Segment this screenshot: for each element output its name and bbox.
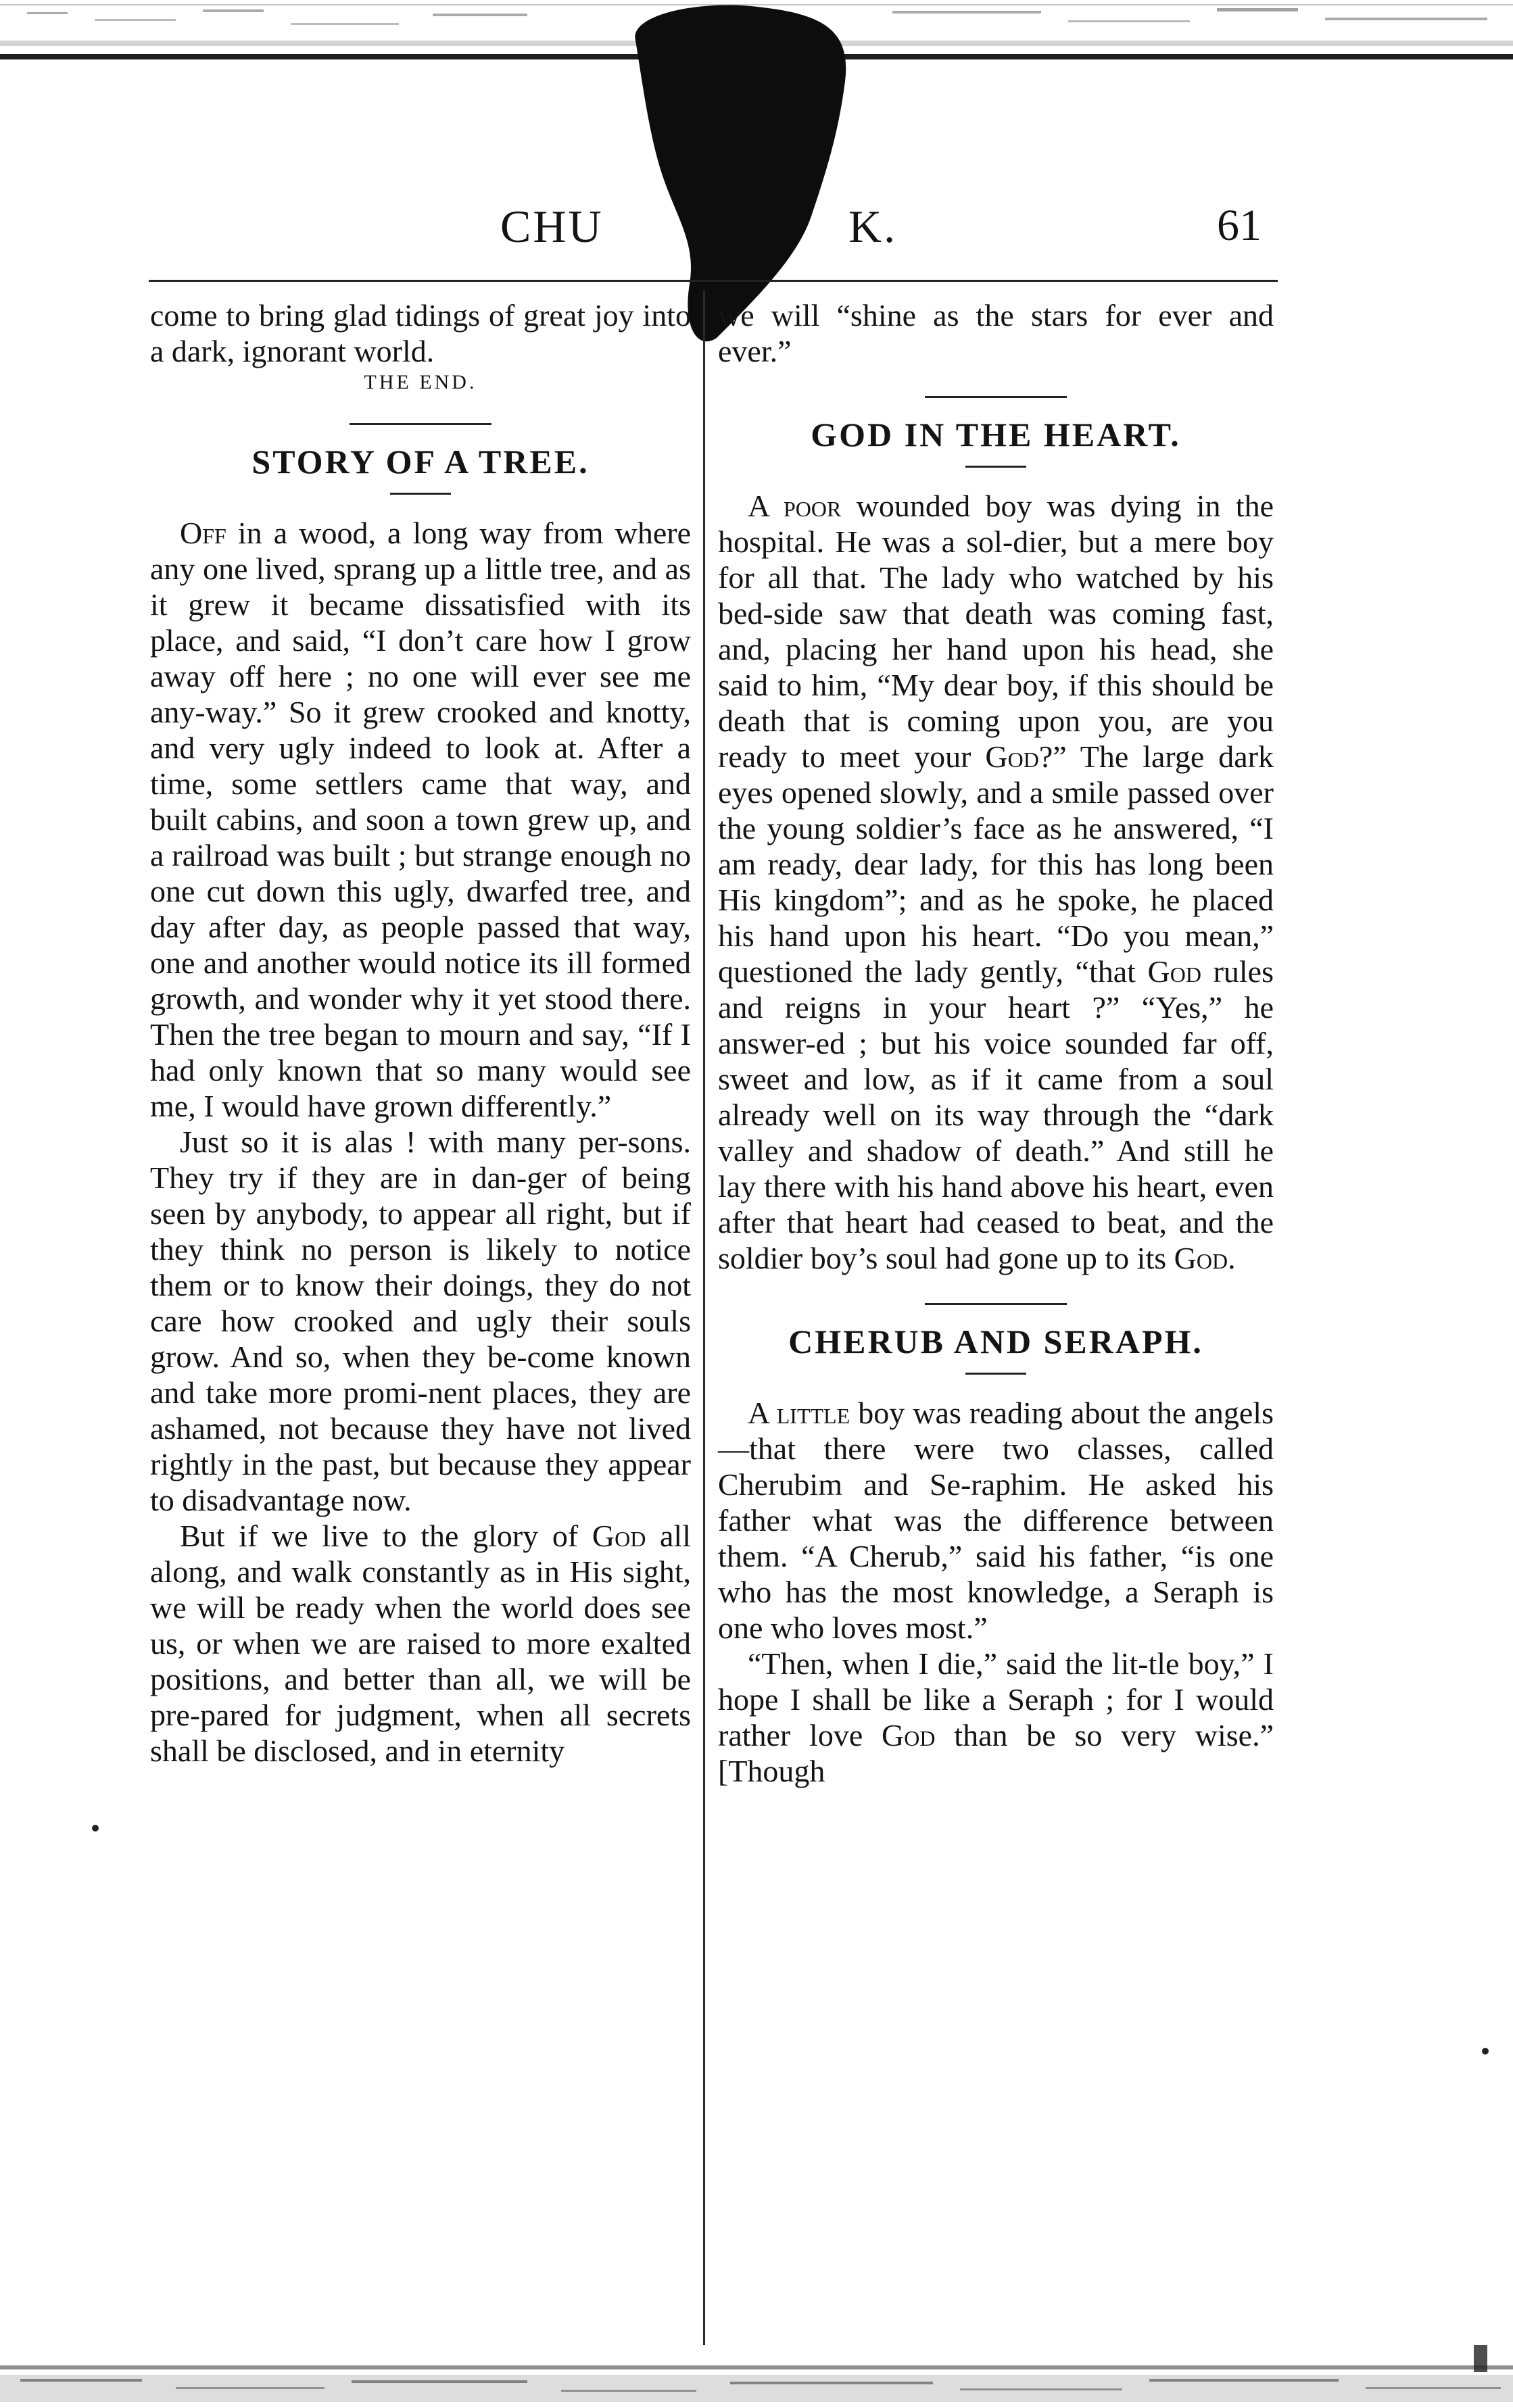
heading-underline	[965, 466, 1026, 468]
drop-lead-a-poor: A poor	[748, 489, 842, 523]
cherub-paragraph-1	[718, 1395, 1274, 1646]
god-heart-c: rules and reigns in your heart ?” “Yes,” he answer-ed ; but his voice sounded far off, sweet and low, as if it came from a soul already well on its way through the “dark valley and shadow of death.” And still he lay there with his hand above his heart, even after that heart had ceased to beat, and the soldier boy’s soul had gone up to its	[718, 954, 1274, 1275]
god-heart-a: wounded boy was dying in the hospital. He was a sol-dier, but a mere boy for all that. The lady who watched by his bed-side saw that death was coming fast, and, placing her hand upon his head, she said to him, “My dear boy, if this should be death that is coming upon you, are you ready to meet your	[718, 489, 1274, 774]
page-number: 61	[1217, 201, 1262, 250]
story-paragraph-3-b: all along, and walk constantly as in His sight, we will be ready when the world does see us, or when we are raised to more exalted positions, and better than all, we will be pre-pared for judgment, when all secrets shall be disclosed, and in eternity	[150, 1519, 691, 1768]
story-paragraph-2: Just so it is alas ! with many per-sons. They try if they are in dan-ger of being seen by anybody, to appear all right, but if they think no person is likely to notice them or to know their doings, they do not care how crooked and ugly their souls grow. And so, when they be-come known and take more promi-nent places, they are ashamed, not because they have not lived rightly in the past, but because they appear to disadvantage now.	[150, 1125, 691, 1517]
heading-god-in-the-heart: GOD IN THE HEART.	[811, 416, 1181, 453]
heading-underline	[390, 493, 451, 495]
word-god: God	[1174, 1241, 1228, 1275]
column-divider	[703, 291, 705, 2352]
section-divider	[350, 423, 491, 425]
section-divider	[925, 1303, 1067, 1305]
story-paragraph-3-a: But if we live to the glory of	[180, 1519, 592, 1553]
section-divider	[925, 396, 1067, 398]
page-edge-bottom	[0, 2345, 1513, 2408]
word-god: God	[592, 1519, 646, 1553]
story-paragraph-3	[150, 1518, 691, 1769]
cherub-paragraph-2	[718, 1646, 1274, 1789]
word-god: God	[882, 1718, 936, 1752]
word-god: God	[1147, 954, 1201, 989]
running-header	[0, 200, 1513, 261]
header-title-left: CHU	[500, 201, 604, 252]
heading-cherub-and-seraph: CHERUB AND SERAPH.	[788, 1323, 1203, 1360]
right-column	[718, 297, 1274, 1789]
story-paragraph-1-body: in a wood, a long way from where any one lived, sprang up a little tree, and as it grew it became dissatisfied with its place, and said, “I don’t care how I grow away off here ; no one will ever see me any-way.” So it grew crooked and knotty, and very ugly indeed to look at. After a time, some settlers came that way, and built cabins, and soon a town grew up, and a railroad was built ; but strange enough no one cut down this ugly, dwarfed tree, and day after day, as people passed that way, one and another would notice its ill formed growth, and wonder why it yet stood there. Then the tree began to mourn and say, “If I had only known that so many would see me, I would have grown differently.”	[150, 516, 691, 1123]
margin-speck	[1482, 2048, 1489, 2055]
left-column	[150, 297, 691, 1769]
word-god: God	[985, 739, 1039, 774]
intro-text: come to bring glad tidings of great joy into a dark, ignorant world.	[150, 298, 691, 368]
cherub-paragraph-2-a: “Then, when I die,” said the lit-tle boy,” I hope I shall be like a Seraph ; for I would rather love	[718, 1646, 1274, 1752]
header-title-right: K.	[848, 201, 898, 252]
god-heart-b: ?” The large dark eyes opened slowly, and a smile passed over the young soldier’s face as he answered, “I am ready, dear lady, for this has long been His kingdom”; and as he spoke, he placed his hand upon his heart. “Do you mean,” questioned the lady gently, “that	[718, 739, 1274, 989]
story-paragraph-1	[150, 515, 691, 1124]
cherub-paragraph-2-b: than be so very wise.” [Though	[718, 1718, 1274, 1788]
drop-lead-off: Off	[180, 516, 226, 550]
margin-speck	[92, 1825, 99, 1832]
continuation-text: we will “shine as the stars for ever and ever.”	[718, 298, 1274, 368]
god-heart-paragraph	[718, 488, 1274, 1276]
header-rule	[149, 280, 1278, 282]
the-end-label: THE END.	[364, 371, 477, 393]
god-heart-d: .	[1228, 1241, 1236, 1275]
heading-story-of-a-tree: STORY OF A TREE.	[251, 443, 590, 481]
drop-lead-a-little: A little	[748, 1396, 850, 1430]
heading-underline	[965, 1373, 1026, 1375]
cherub-paragraph-1-body: boy was reading about the angels—that there were two classes, called Cherubim and Se-raphim. He asked his father what was the difference between them. “A Cherub,” said his father, “is one who has the most knowledge, a Seraph is one who loves most.”	[718, 1396, 1274, 1645]
